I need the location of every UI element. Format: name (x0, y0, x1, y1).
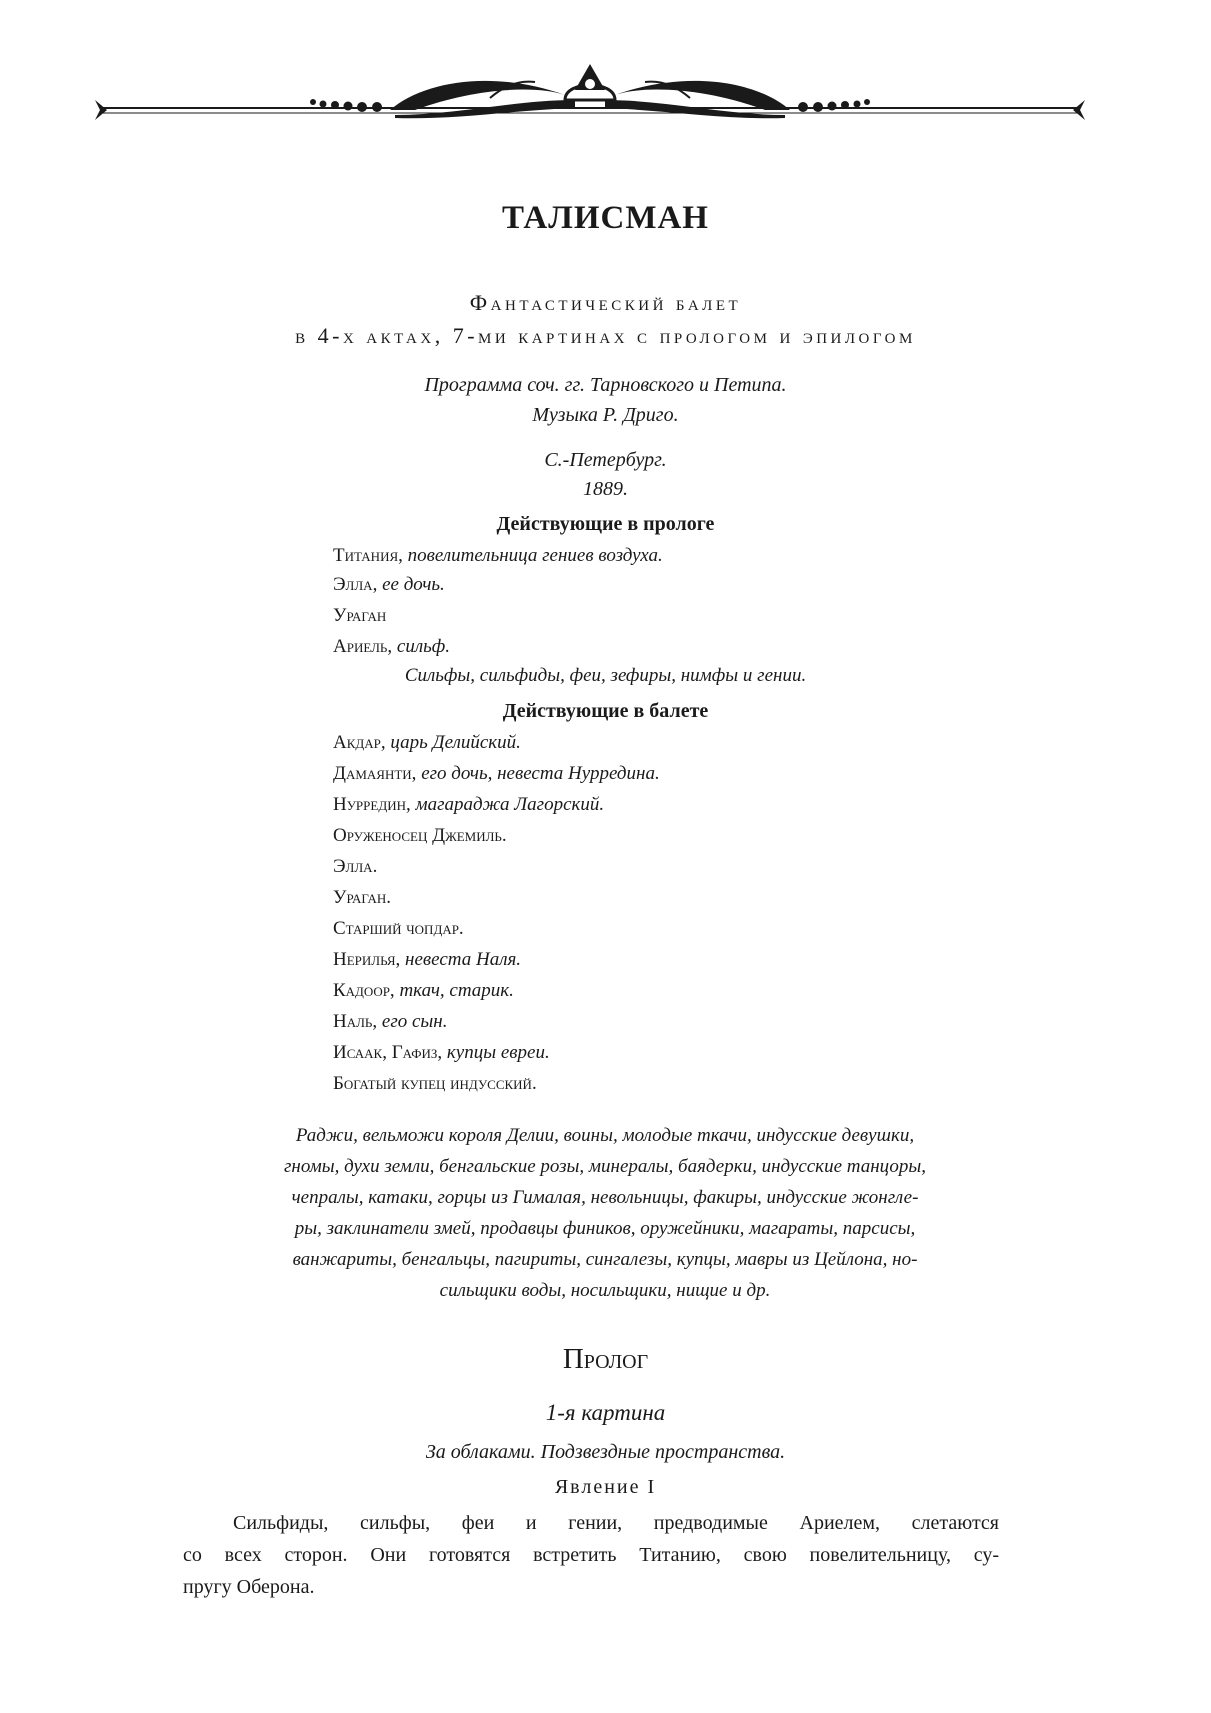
scene-title: 1-я картина (545, 1400, 666, 1425)
role-desc: магараджа Лагорский. (415, 794, 605, 815)
role-name: Нерилья, (333, 949, 406, 970)
role-desc: ее дочь. (382, 574, 445, 595)
ensemble-line: сильщики воды, носильщики, нищие и др. (439, 1280, 771, 1301)
page-title: ТАЛИСМАН (502, 200, 709, 236)
prologue-role (333, 605, 386, 627)
paragraph-line: пругу Оберона. (183, 1576, 315, 1598)
role-desc: царь Делийский. (390, 732, 521, 753)
ensemble-line: ванжариты, бенгальцы, пагириты, сингалезы, купцы, мавры из Цейлона, но- (292, 1249, 918, 1270)
ballet-role (333, 794, 604, 816)
year: 1889. (583, 478, 628, 500)
prologue-role (333, 545, 663, 567)
prologue-group: Сильфы, сильфиды, феи, зефиры, нимфы и гении. (404, 665, 807, 686)
prologue-role (333, 636, 450, 658)
role-name: Нурредин, (333, 794, 416, 815)
role-desc: сильф. (396, 636, 450, 657)
role-name: Ураган (333, 605, 387, 626)
section-title: Пролог (562, 1343, 649, 1375)
role-name: Элла, (333, 574, 383, 595)
ballet-role (333, 949, 521, 971)
role-name: Исаак, Гафиз, (333, 1042, 447, 1063)
role-name: Элла. (333, 856, 378, 877)
scene-setting: За облаками. Подзвездные пространства. (425, 1441, 786, 1463)
role-name: Старший чопдар. (333, 918, 464, 939)
prologue-role (333, 574, 445, 596)
role-name: Наль, (333, 1011, 382, 1032)
credits-program: Программа соч. гг. Тарновского и Петипа. (424, 374, 787, 396)
ballet-role (333, 1011, 447, 1033)
subtitle-line-1: Фантастический балет (469, 290, 742, 315)
ballet-role (333, 825, 507, 847)
role-name: Титания, (333, 545, 408, 566)
ballet-role (333, 732, 521, 754)
role-desc: купцы евреи. (446, 1042, 550, 1063)
ensemble-line: гномы, духи земли, бенгальские розы, минералы, баядерки, индусские танцоры, (284, 1156, 926, 1177)
ensemble-line: ры, заклинатели змей, продавцы фиников, оружейники, магараты, парсисы, (294, 1218, 916, 1239)
credits-music: Музыка Р. Дриго. (532, 404, 679, 426)
appearance-heading: Явление I (554, 1476, 657, 1498)
place: С.-Петербург. (544, 449, 667, 471)
role-name: Ураган. (333, 887, 392, 908)
ballet-role (333, 918, 464, 940)
subtitle-line-2: в 4-х актах, 7-ми картинах с прологом и эпилогом (295, 323, 916, 348)
ballet-role (333, 763, 660, 785)
paragraph-line: со всех сторон. Они готовятся встретить Титанию, свою повелительницу, су- (183, 1544, 999, 1566)
role-desc: его дочь, невеста Нурредина. (421, 763, 660, 784)
role-desc: невеста Наля. (405, 949, 522, 970)
role-name: Дамаянти, (333, 763, 422, 784)
ballet-role (333, 856, 377, 878)
ballet-role (333, 980, 514, 1002)
header-ornament (95, 60, 1085, 140)
ballet-cast-heading: Действующие в балете (502, 700, 709, 722)
ensemble-line: Раджи, вельможи короля Делии, воины, молодые ткачи, индусские девушки, (295, 1125, 915, 1146)
prologue-cast-heading: Действующие в прологе (496, 513, 715, 535)
role-name: Кадоор, (333, 980, 400, 1001)
role-desc: повелительница гениев воздуха. (407, 545, 663, 566)
role-name: Богатый купец индусский. (333, 1073, 537, 1094)
role-desc: ткач, старик. (399, 980, 514, 1001)
ensemble-list (180, 1120, 1030, 1306)
ballet-role (333, 1042, 550, 1064)
role-name: Оруженосец Джемиль. (333, 825, 507, 846)
role-name: Ариель, (333, 636, 397, 657)
role-name: Акдар, (333, 732, 391, 753)
paragraph-line: Сильфиды, сильфы, феи и гении, предводимые Ариелем, слетаются (233, 1512, 999, 1534)
role-desc: его сын. (381, 1011, 448, 1032)
ballet-role (333, 887, 391, 909)
ensemble-line: чепралы, катаки, горцы из Гималая, невольницы, факиры, индусские жонгле- (291, 1187, 919, 1208)
ballet-role (333, 1073, 537, 1095)
body-paragraph (183, 1507, 999, 1603)
